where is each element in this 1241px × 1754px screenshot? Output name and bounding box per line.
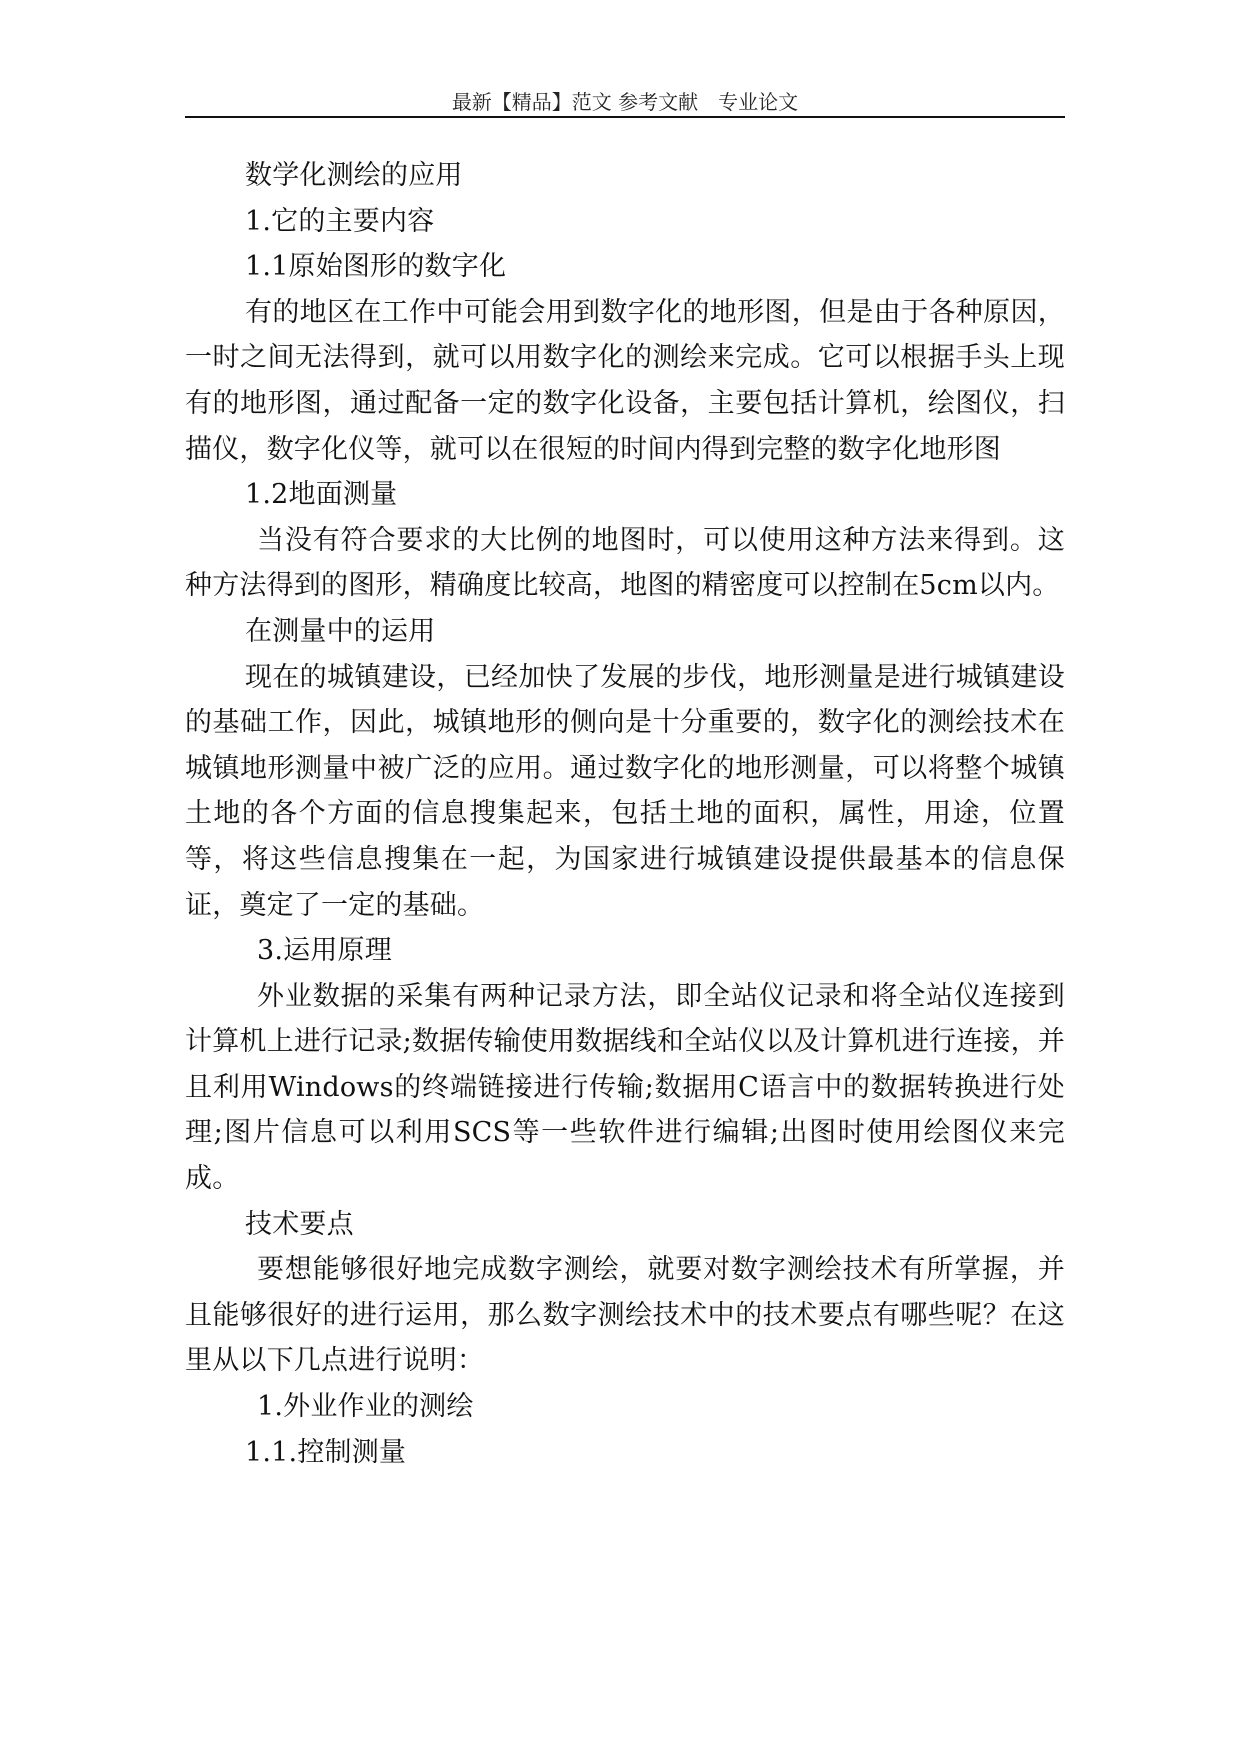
paragraph-urban-construction: 现在的城镇建设，已经加快了发展的步伐，地形测量是进行城镇建设的基础工作，因此，城镇地形的侧向是十分重要的，数字化的测绘技术在城镇地形测量中被广泛的应用。通过数字化的地形测量，可以将整个城镇土地的各个方面的信息搜集起来，包括土地的面积，属性，用途，位置等，将这些信息搜集在一起，为国家进行城镇建设提供最基本的信息保证，奠定了一定的基础。 xyxy=(185,661,1065,921)
section-heading-1: 1.它的主要内容 xyxy=(245,205,435,237)
page-header: 最新【精品】范文 参考文献 专业论文 xyxy=(451,90,799,114)
paragraph-principle: 外业数据的采集有两种记录方法，即全站仪记录和将全站仪连接到计算机上进行记录;数据传输使用数据线和全站仪以及计算机进行连接，并且利用Windows的终端链接进行传输;数据用C语言中的数据转换进行处理;图片信息可以利用SCS等一些软件进行编辑;出图时使用绘图仪来完成。 xyxy=(185,980,1065,1195)
paragraph-ground-survey: 当没有符合要求的大比例的地图时，可以使用这种方法来得到。这种方法得到的图形，精确度比较高，地图的精密度可以控制在5cm以内。 xyxy=(185,524,1065,602)
paragraph-digitization: 有的地区在工作中可能会用到数字化的地形图，但是由于各种原因，一时之间无法得到，就可以用数字化的测绘来完成。它可以根据手头上现有的地形图，通过配备一定的数字化设备，主要包括计算机，绘图仪，扫描仪，数字化仪等，就可以在很短的时间内得到完整的数字化地形图 xyxy=(185,296,1065,465)
section-heading-3: 3.运用原理 xyxy=(257,935,392,967)
paragraph-key-points: 要想能够很好地完成数字测绘，就要对数字测绘技术有所掌握，并且能够很好的进行运用，那么数字测绘技术中的技术要点有哪些呢？在这里从以下几点进行说明： xyxy=(185,1254,1065,1377)
subsection-heading-control-survey: 1.1.控制测量 xyxy=(245,1436,407,1468)
subsection-heading-1-1: 1.1原始图形的数字化 xyxy=(245,251,507,283)
document-body xyxy=(185,153,1065,1475)
section-heading-field-work: 1.外业作业的测绘 xyxy=(257,1391,474,1423)
section-heading-key-points: 技术要点 xyxy=(245,1208,354,1240)
section-heading-application: 在测量中的运用 xyxy=(245,615,436,647)
header-divider xyxy=(185,116,1065,118)
document-title: 数学化测绘的应用 xyxy=(245,160,463,191)
subsection-heading-1-2: 1.2地面测量 xyxy=(245,479,398,511)
